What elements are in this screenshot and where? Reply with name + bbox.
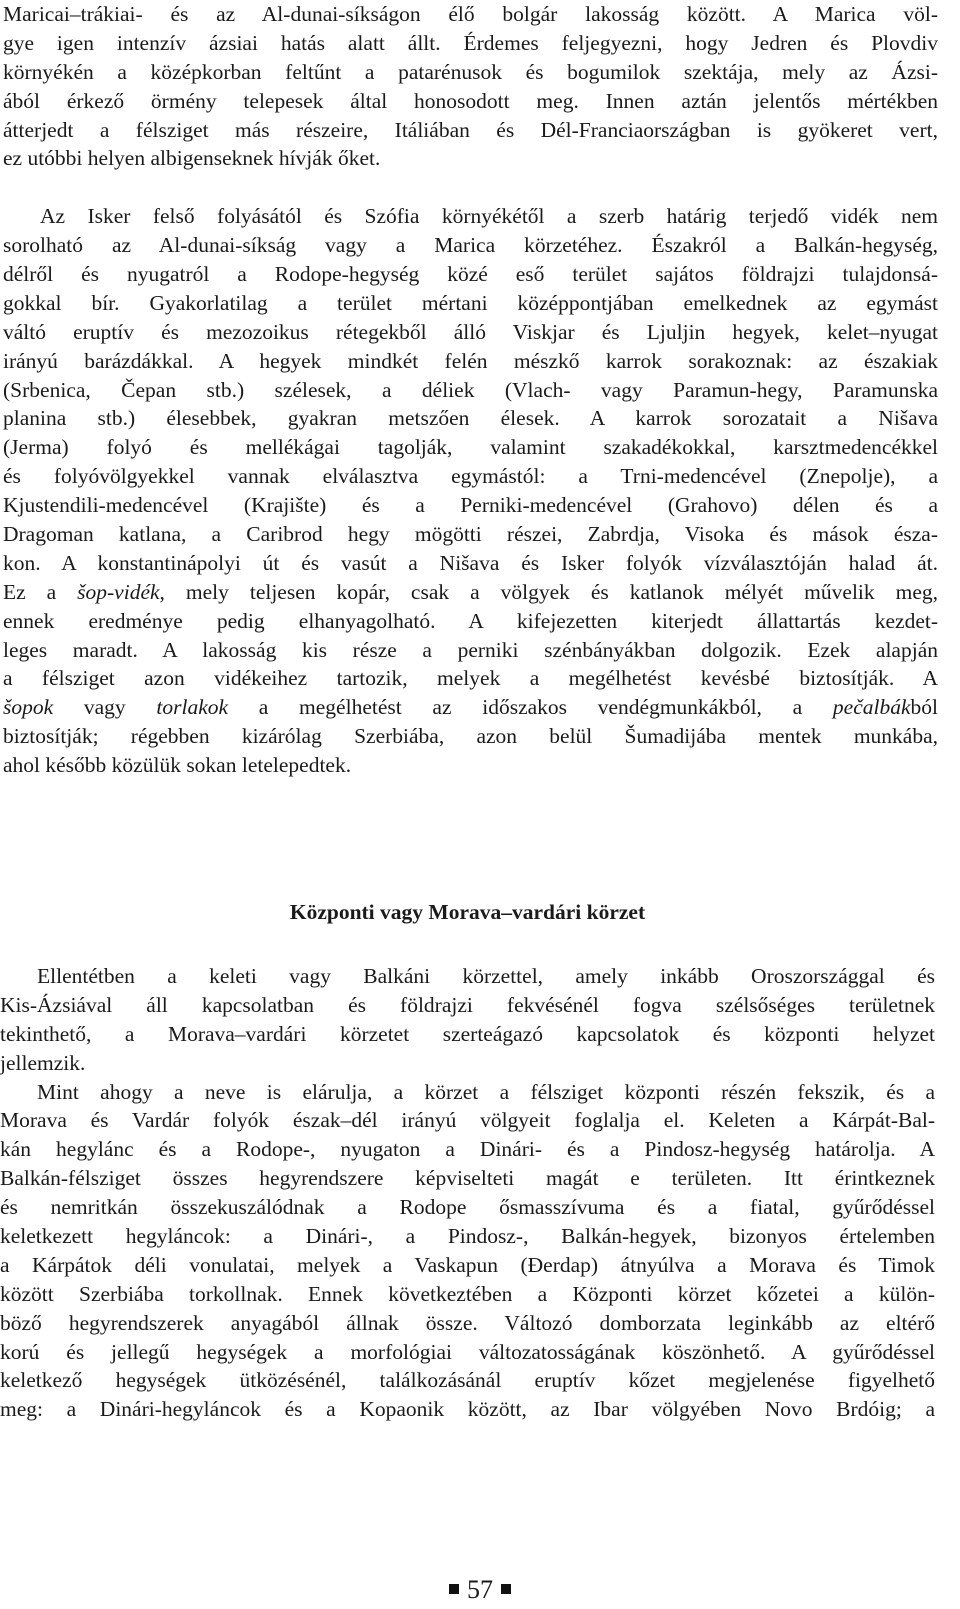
text-line: Ellentétben a keleti vagy Balkáni körzettel, amely inkább Oroszországgal és bbox=[37, 964, 935, 988]
section-heading-wrapper bbox=[0, 897, 935, 927]
text-line: délről és nyugatról a Rodope-hegység közé eső terület sajátos földrajzi tulajdonsá- bbox=[3, 262, 938, 287]
text-line: korú és jellegű hegységek a morfológiai változatosságának köszönhető. A gyűrődéssel bbox=[0, 1339, 935, 1364]
text-line: Morava és Vardár folyók észak–dél irányú völgyeit foglalja el. Keleten a Kárpát-Bal- bbox=[0, 1108, 935, 1133]
text-segment: Ez a bbox=[3, 579, 78, 604]
text-line: Az Isker felső folyásától és Szófia környékétől a szerb határig terjedő vidék nem bbox=[40, 204, 938, 229]
text-segment: vagy bbox=[53, 695, 157, 720]
paragraph-1 bbox=[3, 0, 938, 173]
text-line: planina stb.) élesebbek, gyakran metszően élesek. A karrok sorozatait a Nišava bbox=[3, 406, 938, 431]
text-line: ahol később közülük sokan letelepedtek. bbox=[3, 753, 352, 778]
text-line: keletkező hegységek ütközésénél, találkozásánál eruptív kőzet megjelenése figyelhető bbox=[0, 1368, 935, 1393]
section-body bbox=[0, 962, 935, 1424]
text-line: és nemritkán összekuszálódnak a Rodope ősmasszívuma és a fiatal, gyűrődéssel bbox=[0, 1195, 935, 1220]
section-heading: Központi vagy Morava–vardári körzet bbox=[289, 900, 646, 924]
text-line: Dragoman katlana, a Caribrod hegy mögötti részei, Zabrdja, Visoka és mások észa- bbox=[3, 522, 938, 547]
text-line bbox=[3, 693, 938, 722]
text-line: gye igen intenzív ázsiai hatás alatt állt. Érdemes feljegyezni, hogy Jedren és Plovdiv bbox=[3, 30, 938, 55]
paragraph-2 bbox=[3, 202, 938, 780]
text-line: biztosítják; régebben kizárólag Szerbiába, azon belül Šumadijába mentek munkába, bbox=[3, 724, 938, 749]
paragraph-4 bbox=[0, 1078, 935, 1425]
page-footer bbox=[0, 1575, 960, 1605]
text-line: jellemzik. bbox=[0, 1050, 86, 1075]
text-line: böző hegyrendszerek anyagából állnak össze. Változó domborzata leginkább az eltérő bbox=[0, 1310, 935, 1335]
text-line: kon. A konstantinápolyi út és vasút a Nišava és Isker folyók vízválasztóján halad át. bbox=[3, 550, 938, 575]
text-line: irányú barázdákkal. A hegyek mindkét felén mészkő karrok sorakoznak: az északiak bbox=[3, 348, 938, 373]
text-line: tekinthető, a Morava–vardári körzetet szerteágazó kapcsolatok és központi helyzet bbox=[0, 1021, 935, 1046]
text-line: Mint ahogy a neve is elárulja, a körzet a félsziget központi részén fekszik, és a bbox=[37, 1079, 935, 1104]
text-line: meg: a Dinári-hegyláncok és a Kopaonik között, az Ibar völgyében Novo Brdóig; a bbox=[0, 1397, 935, 1422]
text-segment: , mely teljesen kopár, csak a völgyek és katlanok mélyét művelik meg, bbox=[159, 579, 938, 604]
text-line: átterjedt a félsziget más részeire, Itáliában és Dél-Franciaországban is gyökeret vert, bbox=[3, 117, 938, 142]
square-bullet-icon bbox=[449, 1584, 459, 1594]
text-line: ából érkező örmény telepesek által honosodott meg. Innen aztán jelentős mértékben bbox=[3, 88, 938, 113]
italic-term: šopok bbox=[3, 695, 54, 720]
text-line bbox=[3, 578, 938, 607]
page-number: 57 bbox=[467, 1575, 493, 1604]
italic-term: pečalbák bbox=[832, 695, 911, 720]
text-line: a Kárpátok déli vonulatai, melyek a Vaskapun (Đerdap) átnyúlva a Morava és Timok bbox=[0, 1252, 935, 1277]
text-line: környékén a középkorban feltűnt a patarénusok és bogumilok szektája, mely az Ázsi- bbox=[3, 59, 938, 84]
text-line: gokkal bír. Gyakorlatilag a terület mértani középpontjában emelkednek az egymást bbox=[3, 290, 938, 315]
italic-term: torlakok bbox=[156, 695, 229, 720]
text-segment: ból bbox=[910, 695, 938, 720]
text-line: ez utóbbi helyen albigenseknek hívják őket. bbox=[3, 146, 381, 171]
text-line: (Jerma) folyó és mellékágai tagolják, valamint szakadékokkal, karsztmedencékkel bbox=[3, 435, 938, 460]
italic-term: šop-vidék bbox=[77, 579, 160, 604]
text-line: Kis-Ázsiával áll kapcsolatban és földrajzi fekvésénél fogva szélsőséges területnek bbox=[0, 992, 935, 1017]
paragraph-3 bbox=[0, 962, 935, 1078]
text-line: Maricai–trákiai- és az Al-dunai-síkságon élő bolgár lakosság között. A Marica völ- bbox=[3, 2, 938, 26]
text-line: és folyóvölgyekkel vannak elválasztva egymástól: a Trni-medencével (Znepolje), a bbox=[3, 464, 938, 489]
text-line: leges maradt. A lakosság kis része a perniki szénbányákban dolgozik. Ezek alapján bbox=[3, 637, 938, 662]
text-line: váltó eruptív és mezozoikus rétegekből álló Viskjar és Ljuljin hegyek, kelet–nyugat bbox=[3, 319, 938, 344]
text-line: Balkán-félsziget összes hegyrendszere képviselteti magát e területen. Itt érintkeznek bbox=[0, 1166, 935, 1191]
text-segment: a megélhetést az időszakos vendégmunkákból, a bbox=[228, 695, 833, 720]
text-line: sorolható az Al-dunai-síkság vagy a Marica körzetéhez. Északról a Balkán-hegység, bbox=[3, 233, 938, 258]
text-line: keletkezett hegyláncok: a Dinári-, a Pindosz-, Balkán-hegyek, bizonyos értelemben bbox=[0, 1224, 935, 1249]
square-bullet-icon bbox=[501, 1584, 511, 1594]
text-line: Kjustendili-medencével (Krajište) és a Perniki-medencével (Grahovo) délen és a bbox=[3, 493, 938, 518]
page-body bbox=[3, 0, 938, 780]
text-line: a félsziget azon vidékeihez tartozik, melyek a megélhetést kevésbé biztosítják. A bbox=[3, 666, 938, 691]
text-line: kán hegylánc és a Rodope-, nyugaton a Dinári- és a Pindosz-hegység határolja. A bbox=[0, 1137, 935, 1162]
text-line: (Srbenica, Čepan stb.) szélesek, a déliek (Vlach- vagy Paramun-hegy, Paramunska bbox=[3, 377, 938, 402]
paragraph-spacer bbox=[3, 173, 938, 202]
text-line: között Szerbiába torkollnak. Ennek következtében a Központi körzet kőzetei a külön- bbox=[0, 1281, 935, 1306]
text-line: ennek eredménye pedig elhanyagolható. A kifejezetten kiterjedt állattartás kezdet- bbox=[3, 608, 938, 633]
